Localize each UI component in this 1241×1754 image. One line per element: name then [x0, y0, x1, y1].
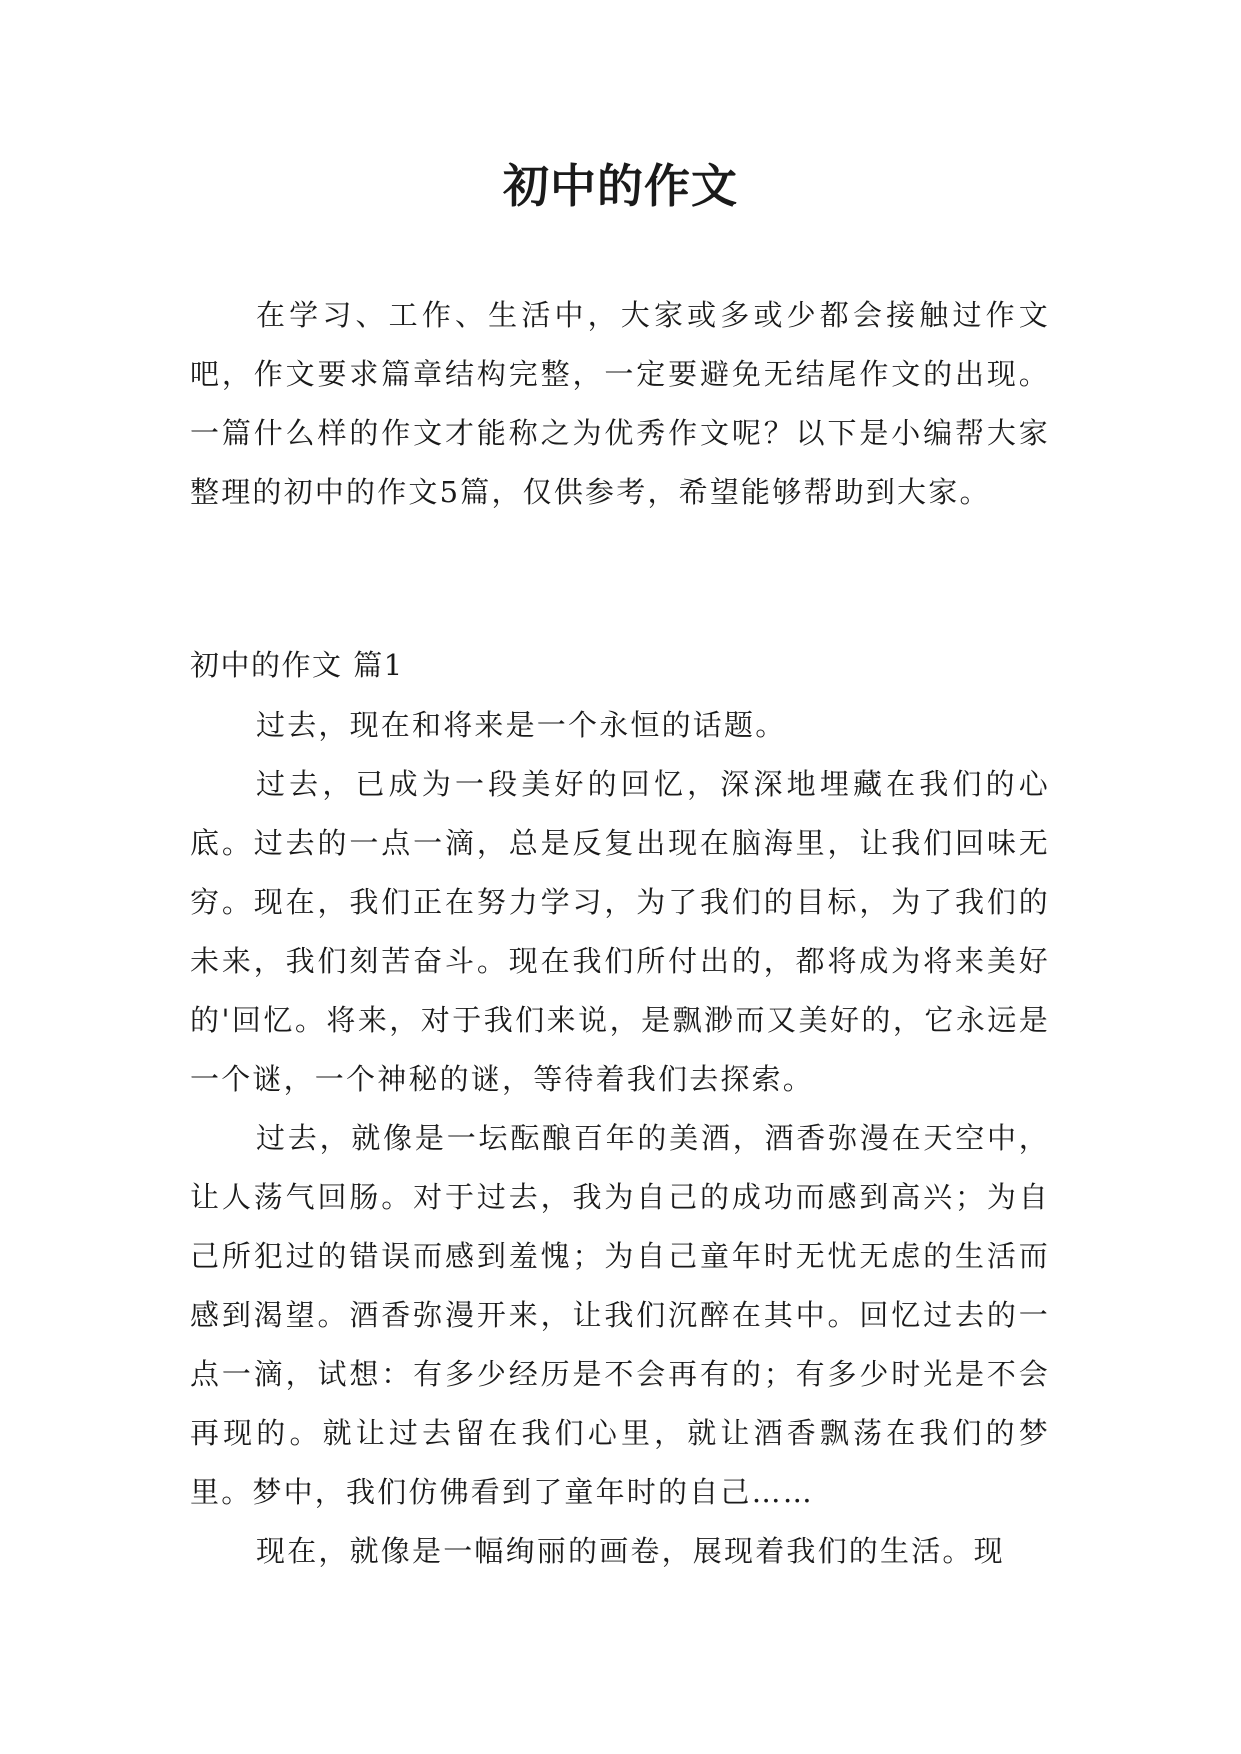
intro-paragraph: 在学习、工作、生活中，大家或多或少都会接触过作文吧，作文要求篇章结构完整，一定要避免无结尾作文的出现。一篇什么样的作文才能称之为优秀作文呢？以下是小编帮大家整理的初中的作文5篇，仅供参考，希望能够帮助到大家。	[190, 298, 1050, 509]
section-heading: 初中的作文 篇1	[190, 648, 404, 682]
document-title: 初中的作文	[503, 159, 738, 213]
article-paragraph: 过去，现在和将来是一个永恒的话题。	[256, 708, 787, 742]
article-paragraph: 过去，就像是一坛酝酿百年的美酒，酒香弥漫在天空中，让人荡气回肠。对于过去，我为自己的成功而感到高兴；为自己所犯过的错误而感到羞愧；为自己童年时无忧无虑的生活而感到渴望。酒香弥漫开来，让我们沉醉在其中。回忆过去的一点一滴，试想：有多少经历是不会再有的；有多少时光是不会再现的。就让过去留在我们心里，就让酒香飘荡在我们的梦里。梦中，我们仿佛看到了童年时的自己……	[190, 1121, 1050, 1509]
article-paragraph: 现在，就像是一幅绚丽的画卷，展现着我们的生活。现	[256, 1534, 1005, 1568]
article-paragraph: 过去，已成为一段美好的回忆，深深地埋藏在我们的心底。过去的一点一滴，总是反复出现在脑海里，让我们回味无穷。现在，我们正在努力学习，为了我们的目标，为了我们的未来，我们刻苦奋斗。现在我们所付出的，都将成为将来美好的'回忆。将来，对于我们来说，是飘渺而又美好的，它永远是一个谜，一个神秘的谜，等待着我们去探索。	[190, 767, 1050, 1096]
article-body	[190, 696, 1050, 1581]
